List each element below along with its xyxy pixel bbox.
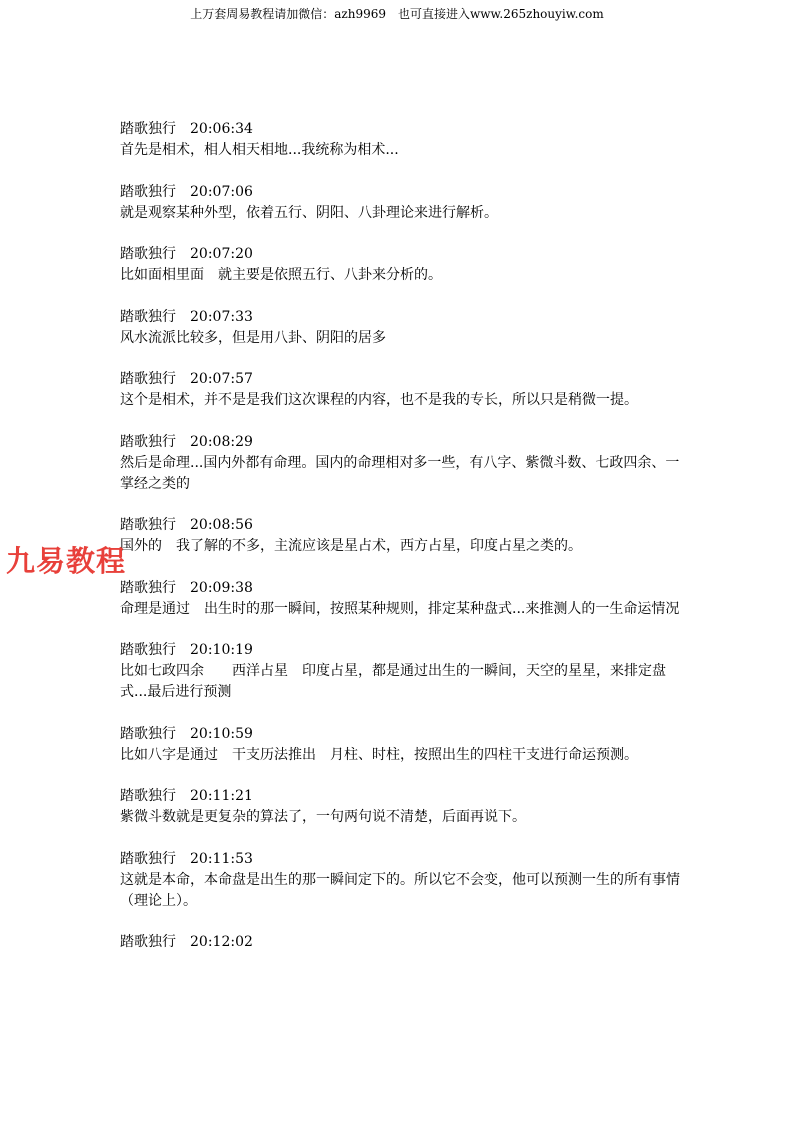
message-header (120, 724, 680, 745)
message-header (120, 432, 680, 453)
chat-log (120, 119, 680, 974)
message-header (120, 307, 680, 328)
timestamp: 20:10:19 (190, 642, 253, 658)
message-text: 风水流派比较多，但是用八卦、阴阳的居多 (120, 329, 386, 346)
sender-name: 踏歌独行 (120, 183, 176, 200)
message-header (120, 932, 680, 953)
sender-name: 踏歌独行 (120, 725, 176, 742)
message-header (120, 244, 680, 265)
chat-message (120, 640, 680, 703)
timestamp: 20:12:02 (190, 934, 253, 950)
chat-message (120, 182, 680, 224)
message-text: 比如面相里面 就主要是依照五行、八卦来分析的。 (120, 267, 442, 283)
sender-name: 踏歌独行 (120, 371, 176, 387)
message-text: 然后是命理...国内外都有命理。国内的命理相对多一些，有八字、紫微斗数、七政四余、一掌经之类的 (120, 454, 680, 492)
message-header (120, 182, 680, 203)
timestamp: 20:07:06 (190, 183, 253, 200)
chat-message (120, 578, 680, 620)
chat-message (120, 515, 680, 557)
message-text: 首先是相术，相人相天相地...我统称为相术... (120, 142, 399, 158)
sender-name: 踏歌独行 (120, 788, 176, 804)
timestamp: 20:10:59 (190, 725, 253, 742)
sender-name: 踏歌独行 (120, 517, 176, 533)
chat-message (120, 932, 680, 953)
chat-message (120, 119, 680, 161)
page-header: 上万套周易教程请加微信：azh9969 也可直接进入www.265zhouyiw.com (190, 7, 604, 21)
sender-name: 踏歌独行 (120, 850, 176, 867)
message-header (120, 786, 680, 807)
message-text: 这就是本命，本命盘是出生的那一瞬间定下的。所以它不会变，他可以预测一生的所有事情（理论上）。 (120, 871, 680, 909)
timestamp: 20:07:33 (190, 308, 253, 325)
sender-name: 踏歌独行 (120, 308, 176, 325)
timestamp: 20:08:29 (190, 433, 253, 450)
sender-name: 踏歌独行 (120, 121, 176, 137)
sender-name: 踏歌独行 (120, 642, 176, 658)
message-text: 国外的 我了解的不多，主流应该是星占术，西方占星，印度占星之类的。 (120, 538, 582, 554)
message-header (120, 369, 680, 390)
sender-name: 踏歌独行 (120, 934, 176, 950)
timestamp: 20:11:21 (190, 788, 253, 804)
message-text: 这个是相术，并不是是我们这次课程的内容，也不是我的专长，所以只是稍微一提。 (120, 392, 638, 408)
message-text: 比如八字是通过 干支历法推出 月柱、时柱，按照出生的四柱干支进行命运预测。 (120, 746, 638, 763)
chat-message (120, 307, 680, 349)
sender-name: 踏歌独行 (120, 246, 176, 262)
message-header (120, 849, 680, 870)
message-header (120, 515, 680, 536)
message-text: 紫微斗数就是更复杂的算法了，一句两句说不清楚，后面再说下。 (120, 809, 526, 825)
chat-message (120, 724, 680, 766)
message-text: 比如七政四余 西洋占星 印度占星，都是通过出生的一瞬间，天空的星星，来排定盘式...最后进行预测 (120, 663, 666, 700)
timestamp: 20:09:38 (190, 579, 253, 596)
message-text: 就是观察某种外型，依着五行、阴阳、八卦理论来进行解析。 (120, 204, 498, 221)
timestamp: 20:07:20 (190, 246, 253, 262)
timestamp: 20:08:56 (190, 517, 253, 533)
sender-name: 踏歌独行 (120, 433, 176, 450)
chat-message (120, 786, 680, 828)
chat-message (120, 244, 680, 286)
chat-message (120, 432, 680, 495)
chat-message (120, 369, 680, 411)
watermark-logo: 九易教程 (6, 544, 127, 578)
sender-name: 踏歌独行 (120, 579, 176, 596)
timestamp: 20:06:34 (190, 121, 253, 137)
chat-message (120, 849, 680, 912)
message-header (120, 578, 680, 599)
message-header (120, 640, 680, 661)
message-text: 命理是通过 出生时的那一瞬间，按照某种规则，排定某种盘式...来推测人的一生命运情况 (120, 600, 680, 617)
timestamp: 20:07:57 (190, 371, 253, 387)
message-header (120, 119, 680, 140)
timestamp: 20:11:53 (190, 850, 253, 867)
